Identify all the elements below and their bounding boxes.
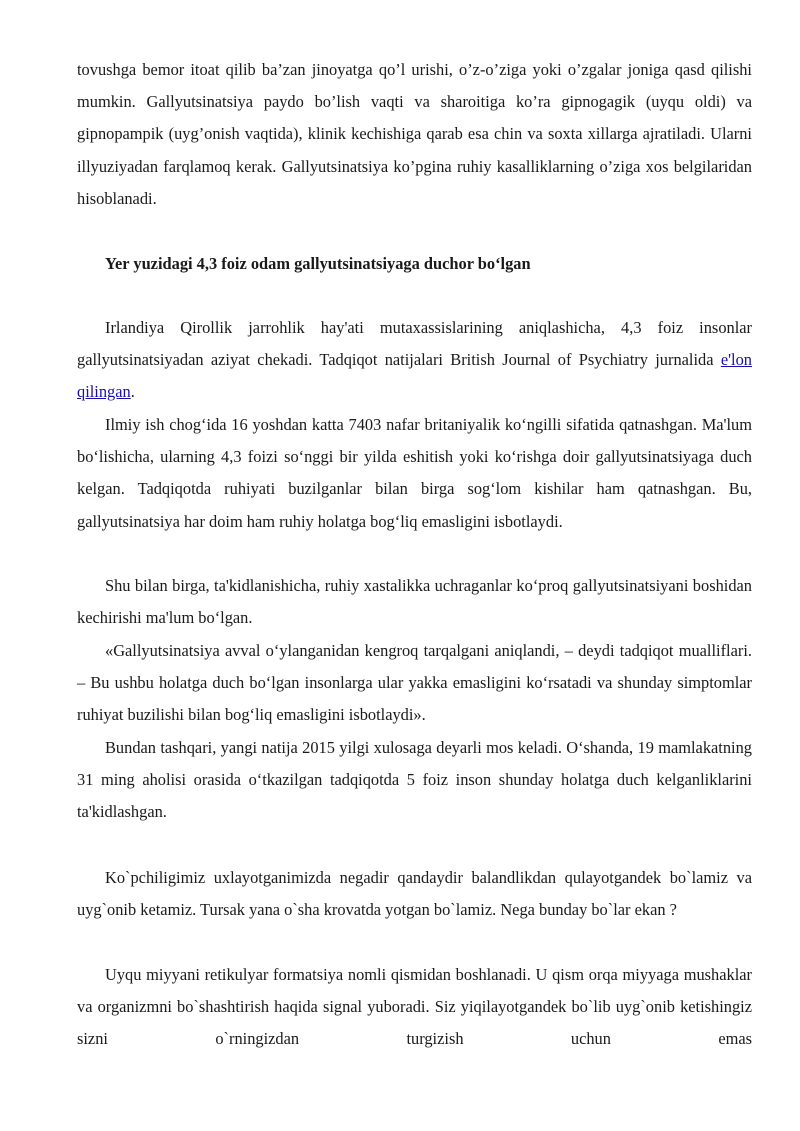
paragraph-irish-study-text: Irlandiya Qirollik jarrohlik hay'ati mutaxassislarining aniqlashicha, 4,3 foiz insonlar gallyutsinatsiyadan aziyat chekadi. Tadqiqot natijalari British Journal of Psychiatry jurnalida: [77, 318, 752, 370]
section-heading: Yer yuzidagi 4,3 foiz odam gallyutsinatsiyaga duchor bo‘lgan: [105, 254, 531, 273]
paragraph-irish-study-end: .: [130, 382, 135, 402]
announcement-link[interactable]: e'lon qilingan: [77, 350, 752, 402]
paragraph-study-details: Ilmiy ish chog‘ida 16 yoshdan katta 7403 nafar britaniyalik ko‘ngilli sifatida qatnashgan. Ma'lum bo‘lishicha, ularning 4,3 foizi so‘nggi bir yilda eshitish yoki ko‘rishga doir gallyutsinatsiyaga duch kelgan. Tadqiqotda ruhiyati buzilganlar bilan birga sog‘lom kishilar ham qatnashgan. Bu, gallyutsinatsiya har doim ham ruhiy holatga bog‘liq emasligini isbotlaydi.: [77, 415, 752, 531]
paragraph-hallucination-intro: tovushga bemor itoat qilib ba’zan jinoyatga qo’l urishi, o’z-o’ziga yoki o’zgalar joniga qasd qilishi mumkin. Gallyutsinatsiya paydo bo’lish vaqti va sharoitiga ko’ra gipnogagik (uyqu oldi) va gipnopampik (uyg’onish vaqtida), klinik kechishiga qarab esa chin va soxta xillarga ajratiladi. Ularni illyuziyadan farqlamoq kerak. Gallyutsinatsiya ko’pgina ruhiy kasalliklarning o’ziga xos belgilaridan hisoblanadi.: [77, 60, 752, 208]
paragraph-irish-study: [77, 312, 752, 409]
paragraph-mental-illness: Shu bilan birga, ta'kidlanishicha, ruhiy xastalikka uchraganlar ko‘proq gallyutsinatsiyani boshidan kechirishi ma'lum bo‘lgan.: [77, 576, 752, 628]
paragraph-2015-study: Bundan tashqari, yangi natija 2015 yilgi xulosaga deyarli mos keladi. O‘shanda, 19 mamlakatning 31 ming aholisi orasida o‘tkazilgan tadqiqotda 5 foiz inson shunday holatga duch kelganliklarini ta'kidlashgan.: [77, 738, 752, 822]
paragraph-sleep-reticular: Uyqu miyyani retikulyar formatsiya nomli qismidan boshlanadi. U qism orqa miyyaga mushaklar va organizmni bo`shashtirish haqida signal yuboradi. Siz yiqilayotgandek bo`lib uyg`onib ketishingiz sizni o`rningizdan turgizish uchun emas: [77, 965, 752, 1049]
paragraph-authors-quote: «Gallyutsinatsiya avval o‘ylanganidan kengroq tarqalgani aniqlandi, – deydi tadqiqot mualliflari. – Bu ushbu holatga duch bo‘lgan insonlarga ular yakka emasligini ko‘rsatadi va shunday simptomlar ruhiyat buzilishi bilan bog‘liq emasligini isbotlaydi».: [77, 641, 752, 725]
paragraph-falling-sensation: Ko`pchiligimiz uxlayotganimizda negadir qandaydir balandlikdan qulayotgandek bo`lamiz va uyg`onib ketamiz. Tursak yana o`sha krovatda yotgan bo`lamiz. Nega bunday bo`lar ekan ?: [77, 868, 752, 920]
